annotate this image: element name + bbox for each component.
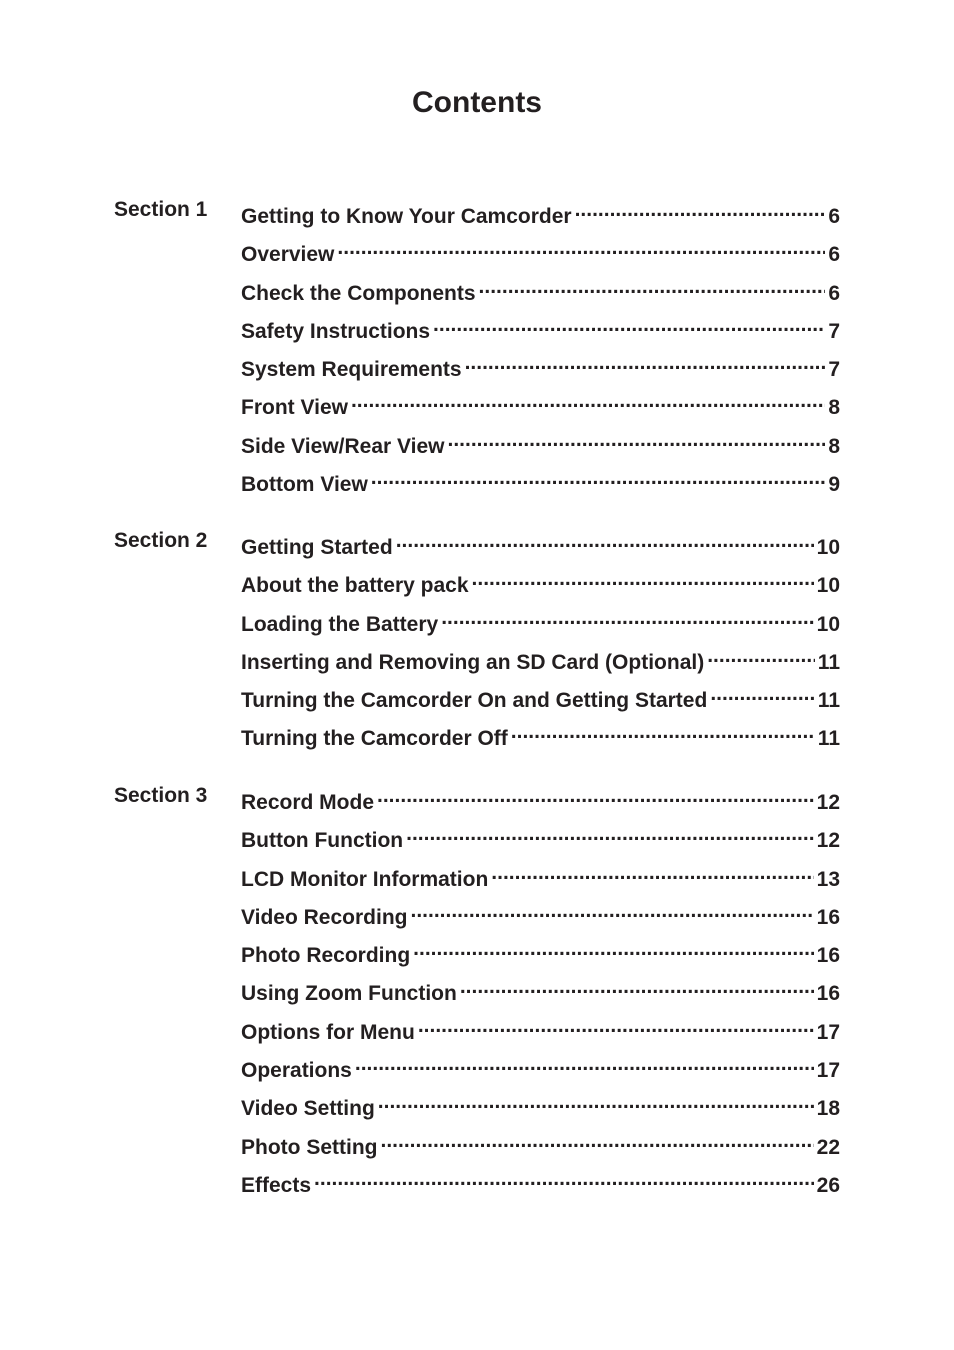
toc-entry-title: LCD Monitor Information — [241, 867, 489, 891]
dot-leader — [465, 350, 826, 376]
toc-entry[interactable] — [241, 350, 840, 388]
toc-entry-title: Turning the Camcorder Off — [241, 727, 508, 751]
dot-leader — [511, 719, 815, 745]
dot-leader — [433, 312, 825, 338]
dot-leader — [371, 465, 826, 491]
toc-entry[interactable] — [241, 974, 840, 1012]
dot-leader — [491, 860, 813, 886]
dot-leader — [448, 427, 826, 453]
toc-entry-list — [241, 197, 840, 503]
dot-leader — [377, 783, 814, 809]
toc-entry[interactable] — [241, 427, 840, 465]
toc-entry-title: Photo Recording — [241, 944, 411, 968]
toc-entry[interactable] — [241, 783, 840, 821]
toc-entry-title: Check the Components — [241, 281, 476, 305]
toc-entry[interactable] — [241, 860, 840, 898]
toc-entry[interactable] — [241, 821, 840, 859]
dot-leader — [380, 1128, 813, 1154]
toc-entry-title: Loading the Battery — [241, 612, 439, 636]
dot-leader — [406, 821, 814, 847]
toc-entry[interactable] — [241, 312, 840, 350]
toc-entry-list — [241, 783, 840, 1204]
toc-entry[interactable] — [241, 1013, 840, 1051]
dot-leader — [710, 681, 814, 707]
dot-leader — [575, 197, 826, 223]
toc-entry-list — [241, 528, 840, 758]
dot-leader — [337, 235, 825, 261]
toc-entry-page: 22 — [816, 1135, 840, 1159]
dot-leader — [418, 1013, 814, 1039]
toc-entry-page: 12 — [816, 829, 840, 853]
toc-entry-title: Using Zoom Function — [241, 982, 457, 1006]
toc-entry-title: Getting Started — [241, 536, 393, 559]
dot-leader — [410, 898, 813, 924]
toc-entry-page: 9 — [828, 473, 840, 497]
toc-entry[interactable] — [241, 1051, 840, 1089]
toc-entry-page: 12 — [816, 791, 840, 814]
toc-entry-page: 16 — [816, 905, 840, 929]
toc-entry-title: Video Recording — [241, 905, 408, 929]
toc-entry[interactable] — [241, 719, 840, 757]
toc-entry-title: Video Setting — [241, 1097, 375, 1121]
toc-entry[interactable] — [241, 465, 840, 503]
toc-entry[interactable] — [241, 274, 840, 312]
toc-entry-page: 7 — [828, 358, 840, 382]
toc-entry-page: 6 — [828, 243, 840, 267]
dot-leader — [314, 1166, 814, 1192]
toc-entry[interactable] — [241, 1089, 840, 1127]
toc-entry-title: Front View — [241, 396, 348, 420]
toc-entry[interactable] — [241, 936, 840, 974]
dot-leader — [472, 566, 814, 592]
dot-leader — [707, 643, 815, 669]
toc-entry-title: Inserting and Removing an SD Card (Optional) — [241, 650, 705, 674]
dot-leader — [355, 1051, 814, 1077]
toc-entry-title: Side View/Rear View — [241, 434, 445, 458]
toc-entry-title: Overview — [241, 243, 335, 267]
dot-leader — [413, 936, 813, 962]
toc-entry-title: Record Mode — [241, 791, 375, 814]
toc-entry-page: 10 — [816, 574, 840, 598]
toc-entry-page: 8 — [828, 396, 840, 420]
dot-leader — [479, 274, 826, 300]
section-label: Section 3 — [114, 784, 208, 807]
toc-entry-title: Bottom View — [241, 473, 368, 497]
toc-entry[interactable] — [241, 1128, 840, 1166]
toc-entry-title: Safety Instructions — [241, 319, 431, 343]
toc-entry-page: 26 — [816, 1173, 840, 1197]
toc-entry-title: Options for Menu — [241, 1020, 415, 1044]
toc-entry-page: 16 — [816, 944, 840, 968]
toc-entry-title: Getting to Know Your Camcorder — [241, 205, 572, 228]
toc-entry-page: 6 — [828, 281, 840, 305]
page-title: Contents — [412, 86, 542, 119]
toc-entry[interactable] — [241, 566, 840, 604]
toc-entry-page: 10 — [816, 612, 840, 636]
toc-entry-page: 8 — [828, 434, 840, 458]
toc-entry-page: 17 — [816, 1020, 840, 1044]
toc-entry-page: 18 — [816, 1097, 840, 1121]
toc-entry[interactable] — [241, 605, 840, 643]
toc-entry-title: Photo Setting — [241, 1135, 378, 1159]
toc-entry-page: 6 — [828, 205, 840, 228]
toc-entry-page: 16 — [816, 982, 840, 1006]
toc-entry[interactable] — [241, 197, 840, 235]
dot-leader — [351, 388, 825, 414]
toc-entry-page: 13 — [816, 867, 840, 891]
toc-entry-page: 11 — [817, 689, 840, 713]
dot-leader — [441, 605, 813, 631]
toc-entry-title: System Requirements — [241, 358, 462, 382]
toc-entry[interactable] — [241, 681, 840, 719]
dot-leader — [378, 1089, 814, 1115]
toc-entry-title: Effects — [241, 1173, 312, 1197]
toc-entry-page: 10 — [816, 536, 840, 559]
toc-entry[interactable] — [241, 898, 840, 936]
section-label: Section 2 — [114, 529, 208, 552]
toc-entry-page: 11 — [817, 727, 840, 751]
dot-leader — [396, 528, 814, 554]
toc-entry-page: 17 — [816, 1059, 840, 1083]
toc-entry-title: Operations — [241, 1059, 352, 1083]
toc-entry-title: About the battery pack — [241, 574, 469, 598]
toc-entry[interactable] — [241, 1166, 840, 1204]
toc-entry[interactable] — [241, 643, 840, 681]
toc-entry[interactable] — [241, 235, 840, 273]
toc-entry-page: 7 — [828, 319, 840, 343]
toc-entry-title: Turning the Camcorder On and Getting Started — [241, 689, 708, 713]
toc-entry-title: Button Function — [241, 829, 404, 853]
dot-leader — [460, 974, 814, 1000]
section-label: Section 1 — [114, 198, 208, 221]
toc-entry[interactable] — [241, 388, 840, 426]
toc-entry[interactable] — [241, 528, 840, 566]
toc-entry-page: 11 — [817, 650, 840, 674]
